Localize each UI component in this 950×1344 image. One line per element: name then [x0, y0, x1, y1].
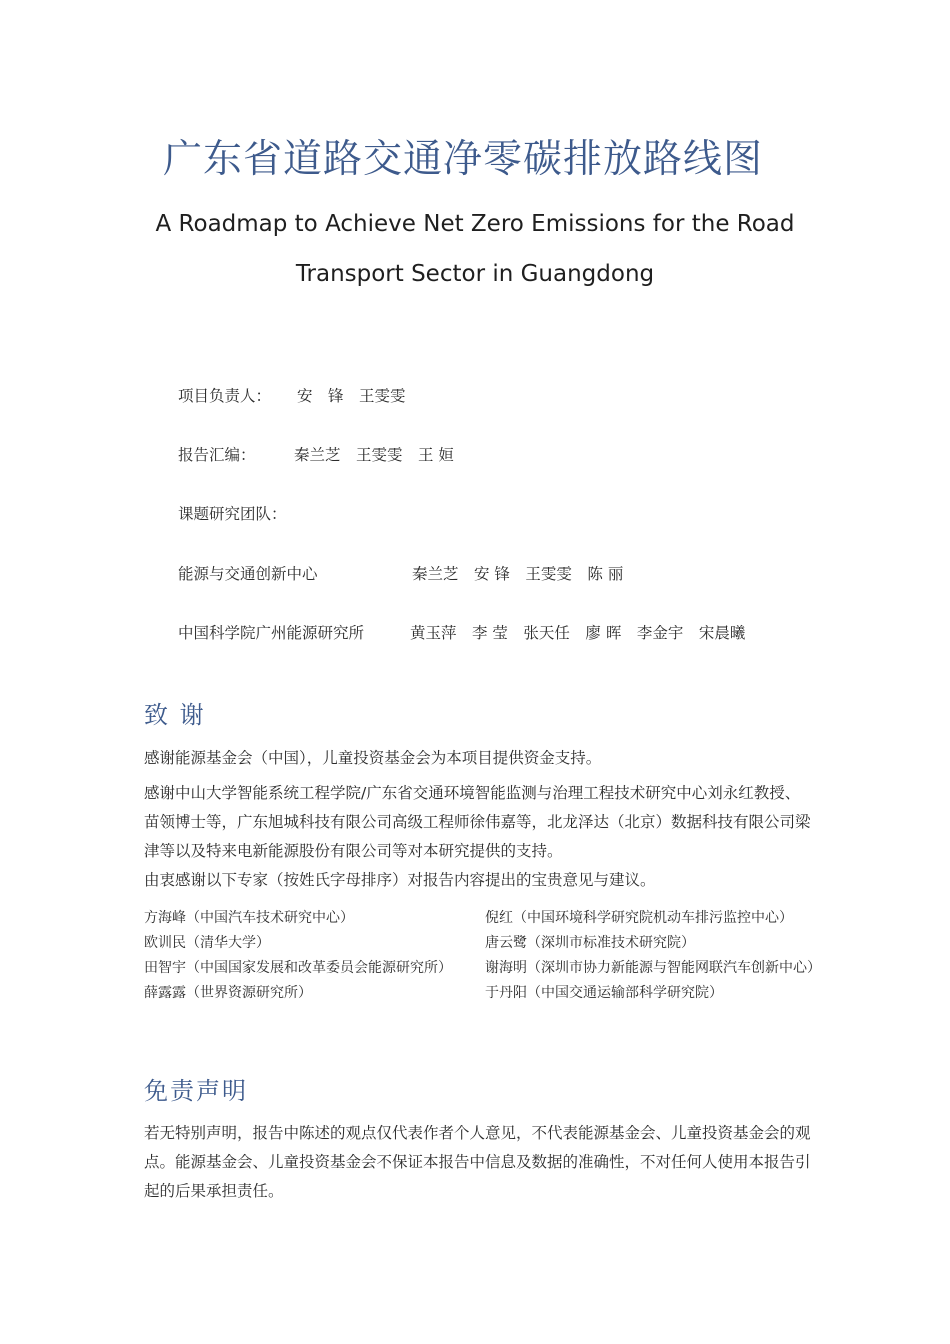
- compiler-label: 报告汇编：: [178, 446, 256, 464]
- expert-item: 谢海明（深圳市协力新能源与智能网联汽车创新中心）: [485, 960, 821, 976]
- expert-item: 田智宇（中国国家发展和改革委员会能源研究所）: [144, 960, 452, 976]
- expert-item: 方海峰（中国汽车技术研究中心）: [144, 910, 354, 926]
- compiler-names: 秦兰芝 王雯雯 王 姮: [294, 446, 454, 464]
- acknowledgement-paragraph: 由衷感谢以下专家（按姓氏字母排序）对报告内容提出的宝贵意见与建议。: [144, 871, 656, 889]
- report-title-en-line2: Transport Sector in Guangdong: [295, 261, 655, 287]
- project-lead-names: 安 锋 王雯雯: [297, 387, 406, 405]
- expert-item: 倪红（中国环境科学研究院机动车排污监控中心）: [485, 910, 793, 926]
- team-org: 能源与交通创新中心: [178, 565, 318, 583]
- project-lead-label: 项目负责人：: [178, 387, 272, 405]
- report-title-cn: 广东省道路交通净零碳排放路线图: [163, 137, 764, 182]
- expert-item: 于丹阳（中国交通运输部科学研究院）: [485, 985, 723, 1001]
- acknowledgements-heading: 致 谢: [144, 701, 206, 729]
- team-members: 黄玉萍 李 莹 张天任 廖 晖 李金宇 宋晨曦: [410, 624, 746, 642]
- expert-item: 唐云鹭（深圳市标准技术研究院）: [485, 935, 695, 951]
- report-title-en-line1: A Roadmap to Achieve Net Zero Emissions for the Road: [155, 211, 795, 237]
- team-label: 课题研究团队：: [178, 505, 287, 523]
- expert-item: 欧训民（清华大学）: [144, 935, 270, 951]
- team-org: 中国科学院广州能源研究所: [178, 624, 365, 642]
- disclaimer-text: 若无特别声明，报告中陈述的观点仅代表作者个人意见，不代表能源基金会、儿童投资基金会的观点。能源基金会、儿童投资基金会不保证本报告中信息及数据的准确性，不对任何人使用本报告引起的后果承担责任。: [144, 1124, 811, 1200]
- expert-item: 薛露露（世界资源研究所）: [144, 985, 312, 1001]
- team-members: 秦兰芝 安 锋 王雯雯 陈 丽: [412, 565, 624, 583]
- acknowledgement-paragraph: 感谢能源基金会（中国），儿童投资基金会为本项目提供资金支持。: [144, 749, 602, 767]
- acknowledgement-paragraph: 感谢中山大学智能系统工程学院/广东省交通环境智能监测与治理工程技术研究中心刘永红教授、苗领博士等，广东旭城科技有限公司高级工程师徐伟嘉等，北龙泽达（北京）数据科技有限公司梁津等以及特来电新能源股份有限公司等对本研究提供的支持。: [144, 784, 811, 860]
- disclaimer-heading: 免责声明: [144, 1077, 248, 1105]
